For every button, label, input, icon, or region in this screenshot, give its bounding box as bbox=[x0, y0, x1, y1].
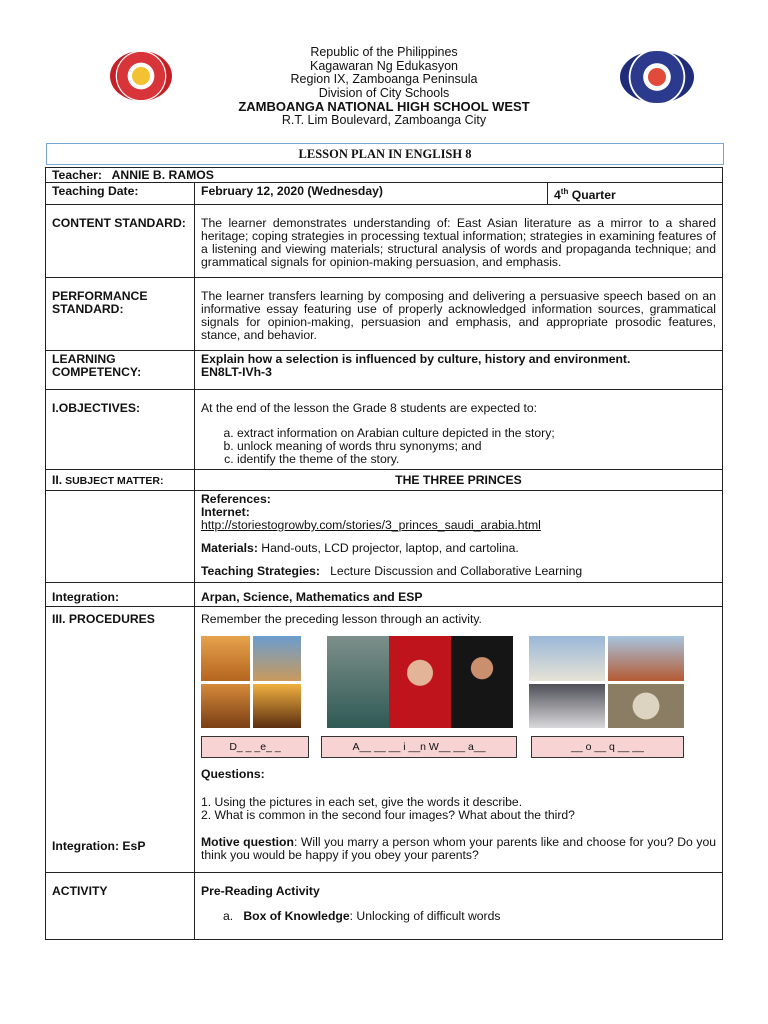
mosque-image bbox=[608, 684, 684, 729]
materials-text: Hand-outs, LCD projector, laptop, and cartolina. bbox=[257, 541, 519, 556]
header-line-4: Division of City Schools bbox=[318, 85, 450, 100]
mosque-picture-set bbox=[529, 636, 684, 728]
answer-box-3: __ o __ q __ __ bbox=[531, 736, 684, 758]
empty-cell bbox=[46, 491, 195, 583]
procedures-cell bbox=[195, 607, 723, 873]
answer-box-1: D_ _ _e_ _ bbox=[201, 736, 309, 758]
document-title: LESSON PLAN IN ENGLISH 8 bbox=[46, 143, 724, 165]
content-standard-label: CONTENT STANDARD: bbox=[46, 205, 195, 278]
objectives-label: I.OBJECTIVES: bbox=[46, 390, 195, 470]
motive-question bbox=[201, 836, 716, 862]
integration-label: Integration: bbox=[46, 583, 195, 607]
objectives-intro: At the end of the lesson the Grade 8 students are expected to: bbox=[201, 401, 538, 416]
integration-row bbox=[46, 583, 723, 607]
spacer bbox=[201, 758, 716, 768]
procedures-intro: Remember the preceding lesson through an activity. bbox=[201, 612, 482, 627]
header-line-1: Republic of the Philippines bbox=[310, 45, 458, 59]
teacher-row bbox=[46, 168, 723, 183]
subject-matter-details-row bbox=[46, 491, 723, 583]
school-address: R.T. Lim Boulevard, Zamboanga City bbox=[281, 112, 487, 127]
references-label: References: bbox=[201, 492, 271, 507]
desert-image bbox=[201, 636, 250, 681]
reference-url-link[interactable]: http://storiestogrowby.com/stories/3_princes_saudi_arabia.html bbox=[201, 518, 541, 533]
document-header bbox=[0, 46, 768, 127]
activity-label: ACTIVITY bbox=[46, 873, 195, 940]
learning-competency-cell bbox=[195, 351, 723, 390]
performance-standard-text: The learner transfers learning by composing and delivering a persuasive speech based on an informative essay featuring use of properly acknowledged information sources, grammatical signals for opinion-making, persuasion and emphasis, and appropriate prosodic features, stance, and behavior. bbox=[195, 278, 723, 351]
quarter-suffix: th bbox=[560, 187, 569, 196]
activity-row bbox=[46, 873, 723, 940]
answer-box-2: A__ __ __ i __n W__ __ a__ bbox=[321, 736, 517, 758]
teacher-label: Teacher: bbox=[52, 168, 102, 182]
picture-sets bbox=[201, 636, 716, 732]
desert-image bbox=[253, 684, 302, 729]
mosque-image bbox=[529, 636, 605, 681]
header-line-3: Region IX, Zamboanga Peninsula bbox=[290, 72, 478, 86]
procedures-label-cell bbox=[46, 607, 195, 873]
desert-picture-set bbox=[201, 636, 301, 728]
materials-label: Materials: bbox=[201, 541, 258, 556]
answer-boxes bbox=[201, 736, 716, 758]
materials-line bbox=[201, 542, 716, 555]
mosque-image bbox=[529, 684, 605, 729]
content-standard-row bbox=[46, 205, 723, 278]
quarter-number: 4 bbox=[554, 188, 561, 203]
performance-standard-label: PERFORMANCE STANDARD: bbox=[46, 278, 195, 351]
integration-text: Arpan, Science, Mathematics and ESP bbox=[195, 583, 723, 607]
spacer bbox=[201, 822, 716, 836]
integration-esp-label: Integration: EsP bbox=[52, 839, 146, 854]
objectives-list bbox=[201, 427, 716, 466]
quarter-word: Quarter bbox=[568, 188, 616, 203]
objective-item: c. identify the theme of the story. bbox=[237, 453, 716, 466]
desert-image bbox=[253, 636, 302, 681]
strategies-label: Teaching Strategies: bbox=[201, 564, 320, 579]
desert-image bbox=[201, 684, 250, 729]
learning-competency-text: Explain how a selection is influenced by culture, history and environment. bbox=[201, 352, 631, 367]
performance-standard-row bbox=[46, 278, 723, 351]
arabian-women-picture-set bbox=[327, 636, 513, 728]
procedures-row bbox=[46, 607, 723, 873]
activity-item-label: Box of Knowledge bbox=[243, 909, 350, 924]
subject-matter-prefix: II. bbox=[52, 473, 63, 488]
activity-title: Pre-Reading Activity bbox=[201, 884, 320, 899]
veiled-woman-image bbox=[451, 636, 513, 728]
quarter-cell bbox=[548, 183, 723, 205]
subject-matter-title: THE THREE PRINCES bbox=[195, 470, 723, 491]
objectives-row bbox=[46, 390, 723, 470]
question-2: 2. What is common in the second four images? What about the third? bbox=[201, 808, 575, 823]
teaching-date-row bbox=[46, 183, 723, 205]
objective-item: a. extract information on Arabian culture depicted in the story; bbox=[237, 427, 716, 440]
subject-matter-details bbox=[195, 491, 723, 583]
learning-competency-label: LEARNING COMPETENCY: bbox=[46, 351, 195, 390]
subject-matter-label-rest: SUBJECT MATTER: bbox=[62, 475, 164, 488]
motive-text: : Will you marry a person whom your parents like and choose for you? Do you think you would be happy if you obey your parents? bbox=[201, 835, 717, 863]
subject-matter-label bbox=[46, 470, 195, 491]
lesson-plan-table bbox=[45, 167, 723, 940]
procedures-label: III. PROCEDURES bbox=[52, 612, 155, 627]
spacer bbox=[201, 781, 716, 796]
questions-label: Questions: bbox=[201, 767, 265, 782]
teaching-date-value: February 12, 2020 (Wednesday) bbox=[195, 183, 548, 205]
motive-label: Motive question bbox=[201, 835, 294, 850]
internet-label: Internet: bbox=[201, 505, 250, 520]
school-name: ZAMBOANGA NATIONAL HIGH SCHOOL WEST bbox=[238, 99, 530, 114]
objective-item: b. unlock meaning of words thru synonyms; and bbox=[237, 440, 716, 453]
content-standard-text: The learner demonstrates understanding of: East Asian literature as a mirror to a shared heritage; coping strategies in processing textual information; strategies in examining features of a listening and viewing materials; structural analysis of words and propaganda technique; and grammatical signals for opinion-making persuasion, and emphasis. bbox=[195, 205, 723, 278]
question-1: 1. Using the pictures in each set, give the words it describe. bbox=[201, 795, 523, 810]
teacher-name: ANNIE B. RAMOS bbox=[111, 168, 214, 182]
spacer bbox=[52, 626, 188, 840]
objectives-cell bbox=[195, 390, 723, 470]
activity-item-text: : Unlocking of difficult words bbox=[349, 909, 501, 924]
strategies-line bbox=[201, 565, 716, 578]
learning-competency-row bbox=[46, 351, 723, 390]
mosque-image bbox=[608, 636, 684, 681]
learning-competency-code: EN8LT-IVh-3 bbox=[201, 365, 272, 380]
header-line-2: Kagawaran Ng Edukasyon bbox=[309, 58, 458, 73]
subject-matter-header-row bbox=[46, 470, 723, 491]
veiled-woman-image bbox=[389, 636, 451, 728]
teaching-date-label: Teaching Date: bbox=[46, 183, 195, 205]
activity-item: a. Box of Knowledge: Unlocking of difficult words bbox=[223, 909, 501, 924]
activity-cell bbox=[195, 873, 723, 940]
veiled-woman-image bbox=[327, 636, 389, 728]
strategies-text: Lecture Discussion and Collaborative Learning bbox=[330, 564, 583, 579]
